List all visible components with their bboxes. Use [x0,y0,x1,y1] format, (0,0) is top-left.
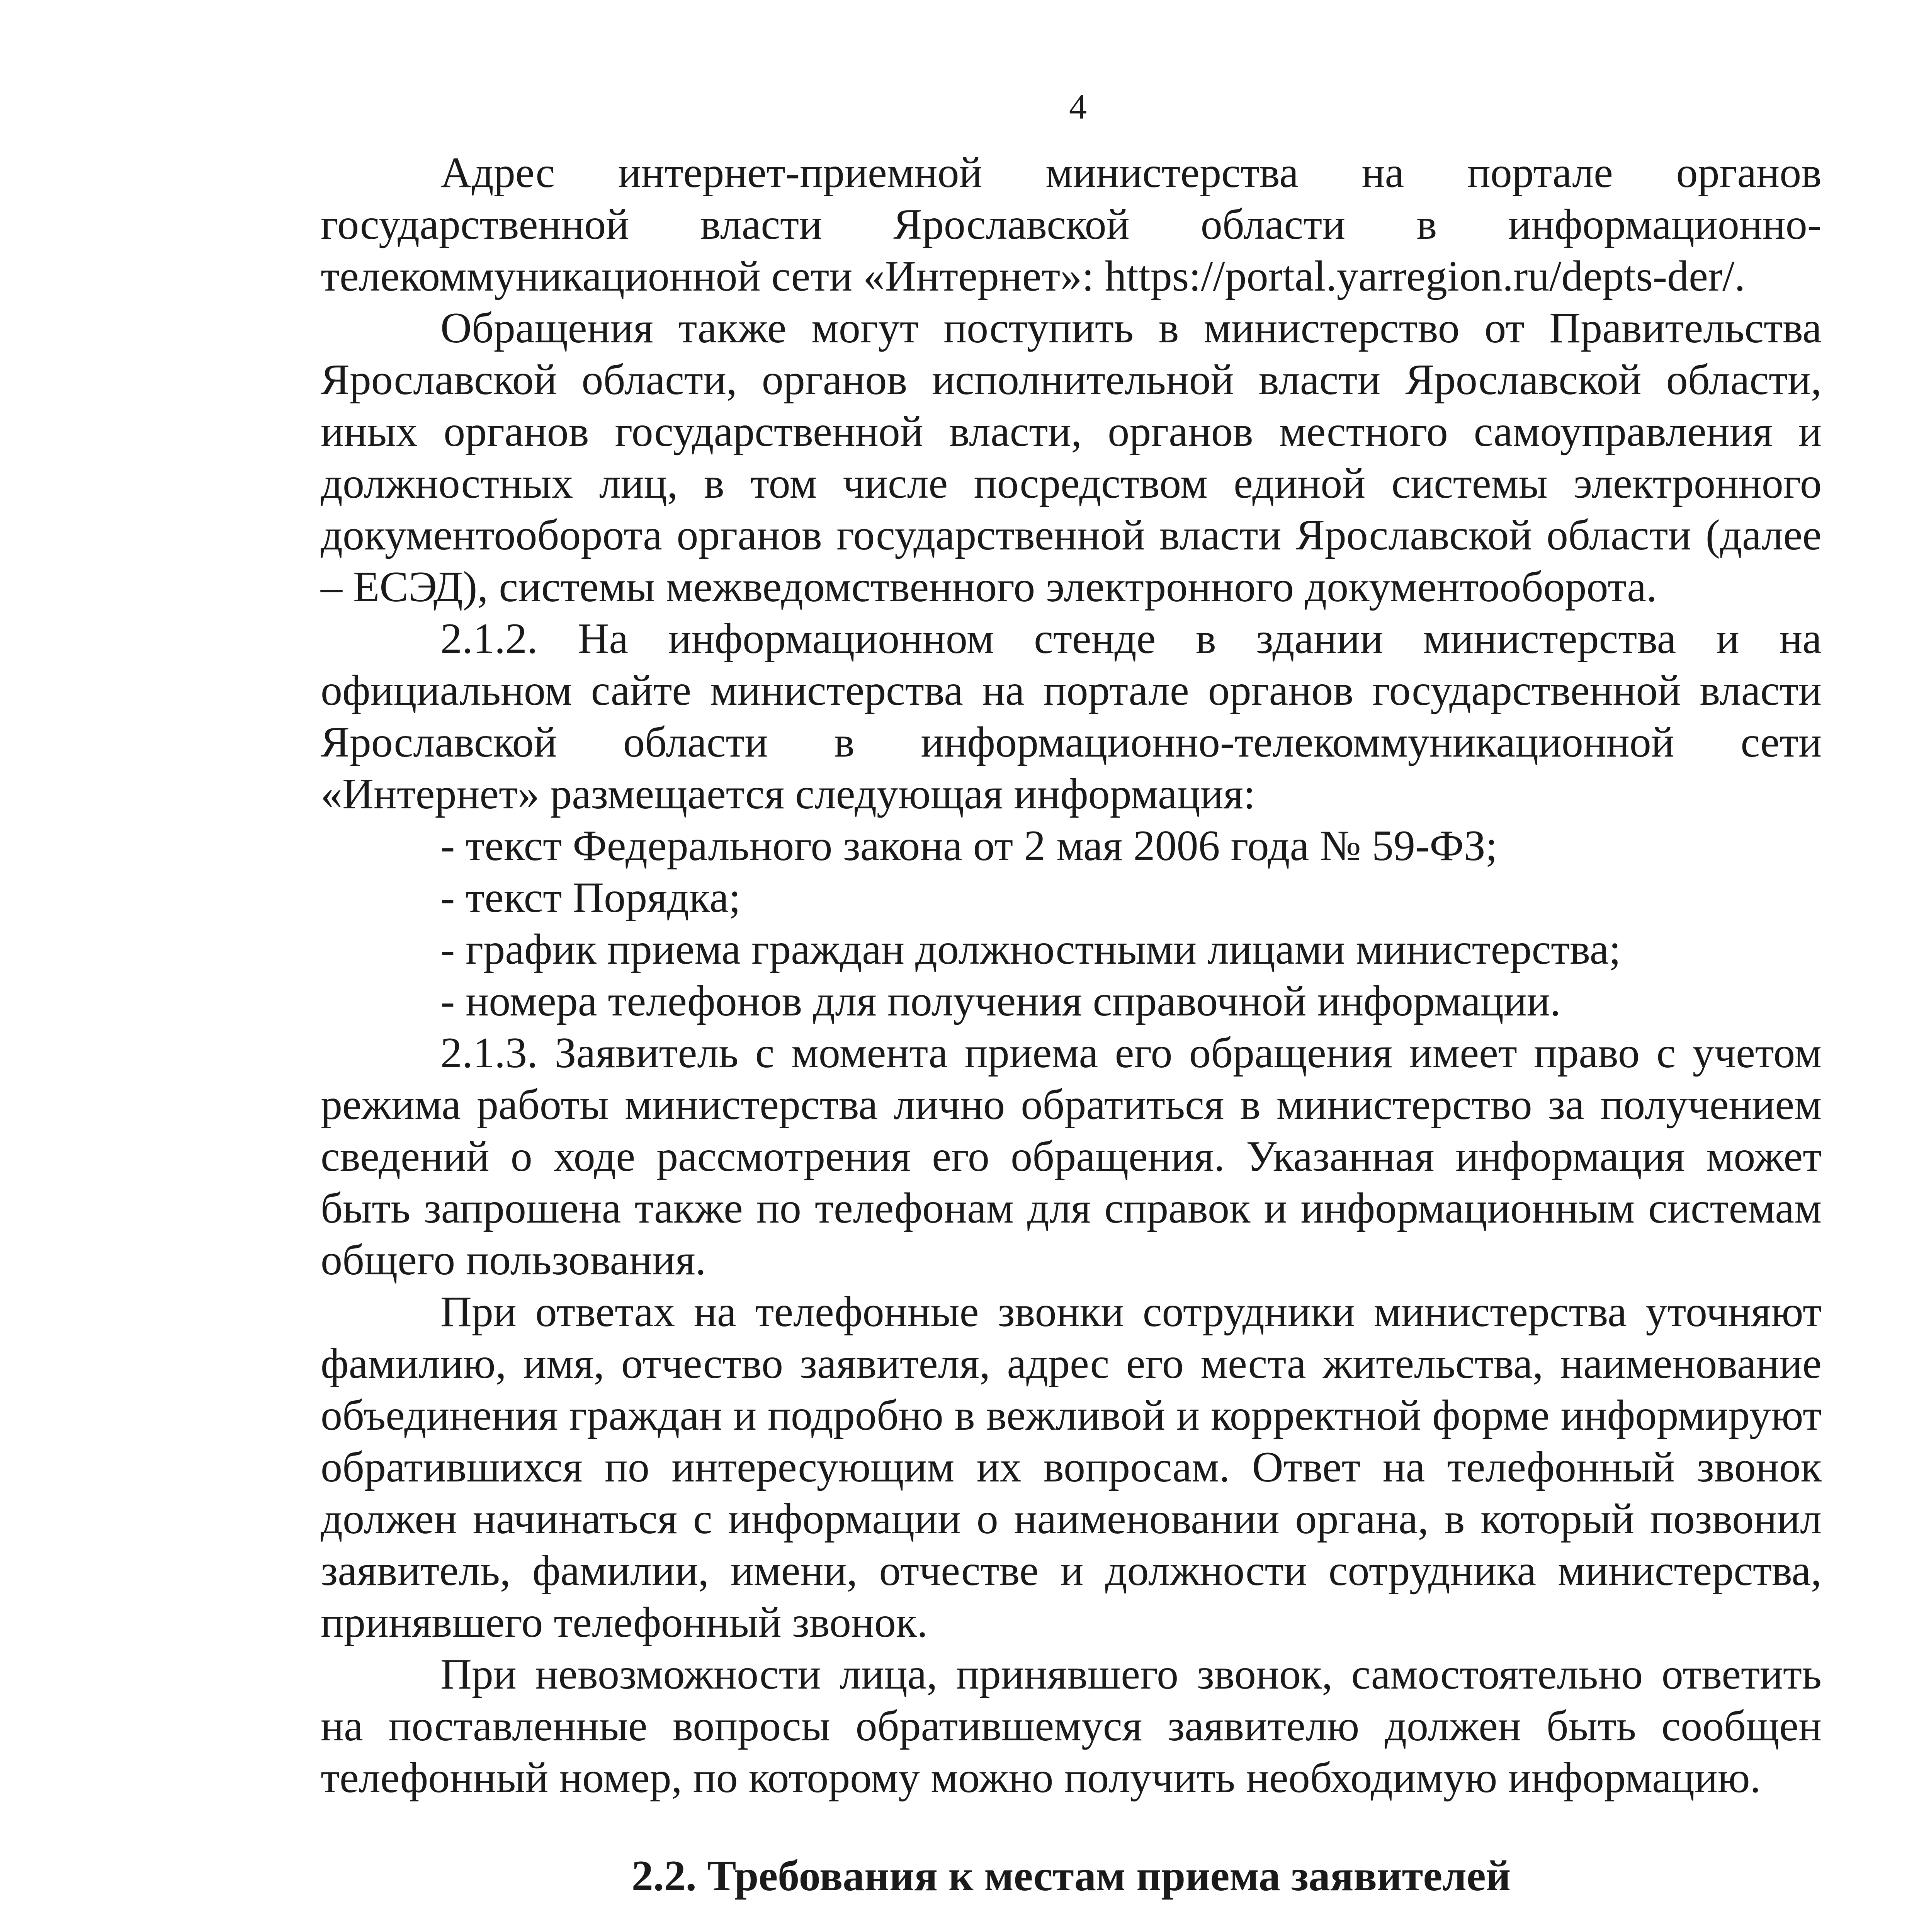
list-item: - номера телефонов для получения справочной информации. [440,977,1561,1025]
document-body [321,147,1822,1932]
list-item: - текст Федерального закона от 2 мая 2006 года № 59-ФЗ; [440,822,1498,870]
section-heading: 2.2. Требования к местам приема заявителей [631,1852,1511,1900]
paragraph-2-1-2: 2.1.2. На информационном стенде в здании министерства и на официальном сайте министерства на портале органов государственной власти Ярославской области в информационно-телекоммуникационной сети «Интернет» размещается следующая информация: [321,615,1822,818]
page-number: 4 [1069,87,1087,126]
paragraph-incoming-appeals: Обращения также могут поступить в министерство от Правительства Ярославской области, органов исполнительной власти Ярославской области, иных органов государственной власти, органов местного самоуправления и должностных лиц, в том числе посредством единой системы электронного документооборота органов государственной власти Ярославской области (далее – ЕСЭД), системы межведомственного электронного документооборота. [321,304,1822,611]
list-item: - текст Порядка; [440,874,741,922]
paragraph-phone-answers: При ответах на телефонные звонки сотрудники министерства уточняют фамилию, имя, отчество заявителя, адрес его места жительства, наименование объединения граждан и подробно в вежливой и корректной форме информируют обратившихся по интересующим их вопросам. Ответ на телефонный звонок должен начинаться с информации о наименовании органа, в который позвонил заявитель, фамилии, имени, отчестве и должности сотрудника министерства, принявшего телефонный звонок. [321,1288,1822,1646]
paragraph-internet-reception-address: Адрес интернет-приемной министерства на портале органов государственной власти Ярославской области в информационно-телекоммуникационной сети «Интернет»: https://portal.yarregion.ru/depts-der/. [321,149,1822,300]
paragraph-phone-redirect: При невозможности лица, принявшего звонок, самостоятельно ответить на поставленные вопросы обратившемуся заявителю должен быть сообщен телефонный номер, по которому можно получить необходимую информацию. [321,1650,1822,1802]
list-item: - график приема граждан должностными лицами министерства; [440,925,1621,973]
paragraph-2-1-3: 2.1.3. Заявитель с момента приема его обращения имеет право с учетом режима работы министерства лично обратиться в министерство за получением сведений о ходе рассмотрения его обращения. Указанная информация может быть запрошена также по телефонам для справок и информационным системам общего пользования. [321,1029,1822,1284]
